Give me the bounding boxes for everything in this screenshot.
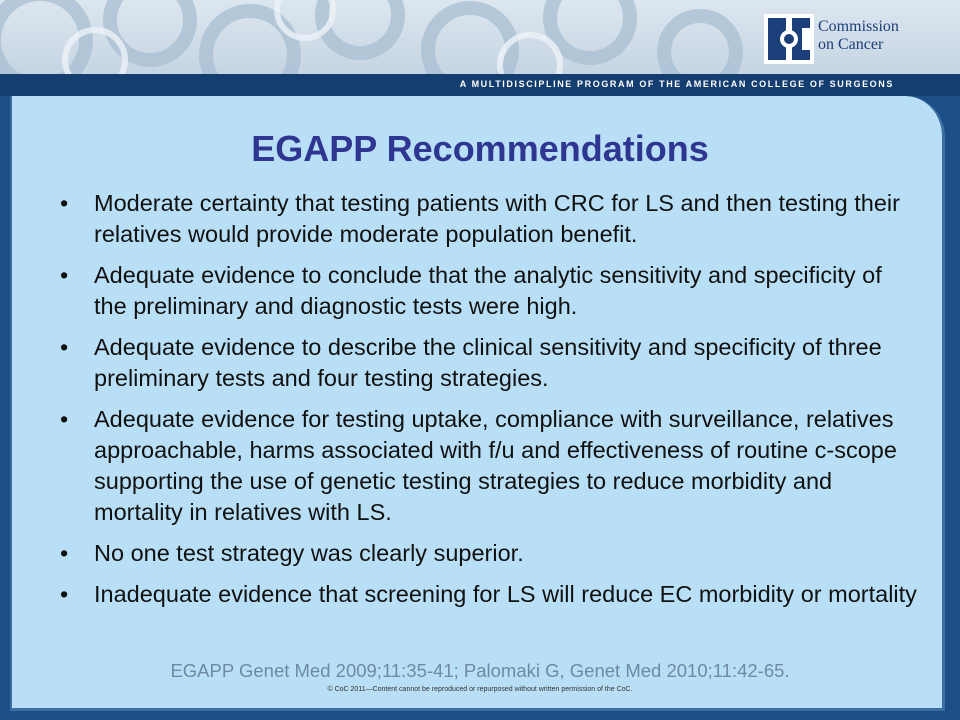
bullet-marker: •: [60, 540, 69, 566]
bullet-text: Adequate evidence to describe the clinical sensitivity and specificity of three preliminary tests and four testing strategies.: [94, 334, 882, 391]
bullet-item: [58, 579, 918, 610]
tagline-text: A MULTIDISCIPLINE PROGRAM OF THE AMERICAN COLLEGE OF SURGEONS: [459, 79, 894, 89]
bullet-text: Adequate evidence for testing uptake, compliance with surveillance, relatives approachable, harms associated with f/u and effectiveness of routine c-scope supporting the use of genetic testing strategies to reduce morbidity and mortality in relatives with LS.: [94, 406, 897, 525]
bullet-marker: •: [60, 406, 69, 432]
bullet-item: [58, 188, 918, 250]
logo-line-2: on Cancer: [818, 36, 884, 53]
bullet-item: [58, 404, 918, 528]
bullet-text: Moderate certainty that testing patients with CRC for LS and then testing their relatives would provide moderate population benefit.: [94, 190, 900, 247]
bullet-list: [58, 188, 918, 620]
copyright-notice: © CoC 2011—Content cannot be reproduced or repurposed without written permission of the CoC.: [327, 686, 633, 693]
bullet-text: No one test strategy was clearly superior.: [94, 540, 524, 566]
bullet-text: Adequate evidence to conclude that the analytic sensitivity and specificity of the preliminary and diagnostic tests were high.: [94, 262, 882, 319]
bullet-text: Inadequate evidence that screening for LS will reduce EC morbidity or mortality: [94, 581, 917, 607]
bullet-marker: •: [60, 581, 69, 607]
bullet-marker: •: [60, 334, 69, 360]
logo-wordmark: [818, 18, 899, 54]
decorative-background-art: [0, 0, 760, 74]
logo-line-1: Commission: [818, 18, 899, 35]
bullet-marker: •: [60, 262, 69, 288]
bullet-item: [58, 332, 918, 394]
tagline-bar: [0, 74, 960, 96]
header-banner: [0, 0, 960, 74]
citation-footnote: EGAPP Genet Med 2009;11:35-41; Palomaki G, Genet Med 2010;11:42-65.: [170, 660, 790, 681]
bullet-marker: •: [60, 190, 69, 216]
bullet-item: [58, 538, 918, 569]
bullet-item: [58, 260, 918, 322]
slide-title: EGAPP Recommendations: [251, 128, 709, 169]
